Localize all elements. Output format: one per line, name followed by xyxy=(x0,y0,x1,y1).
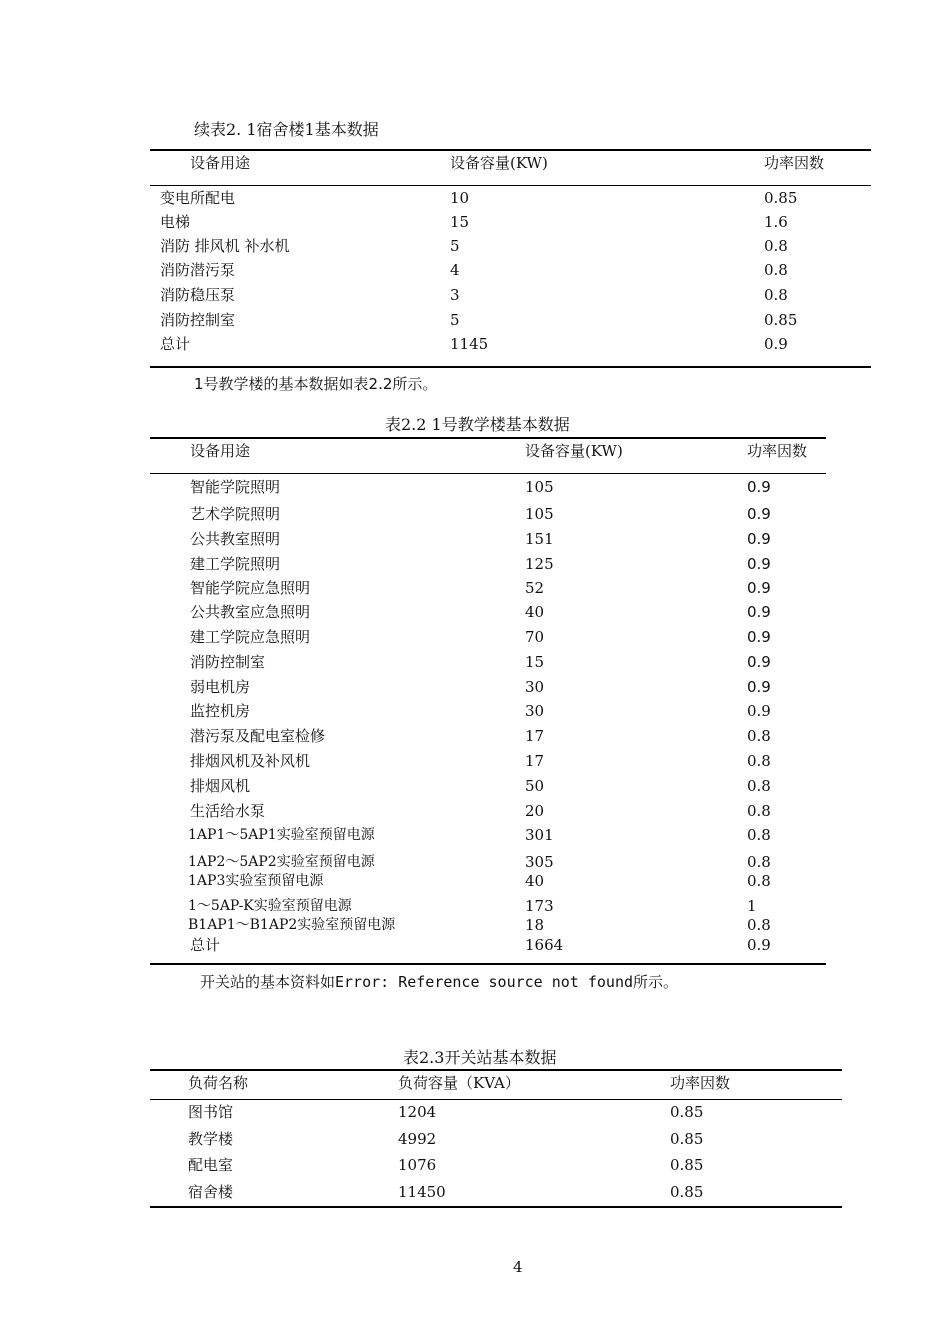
table-cell: 301 xyxy=(525,826,554,844)
table3-header-load-name: 负荷名称 xyxy=(188,1074,249,1092)
table-cell: 0.9 xyxy=(747,628,771,646)
table2-header-rule xyxy=(150,473,826,474)
table-cell: 1076 xyxy=(398,1156,437,1174)
table-cell: 消防控制室 xyxy=(190,653,266,671)
table-cell: 0.9 xyxy=(747,555,771,573)
table-cell: 0.8 xyxy=(747,872,771,890)
table-cell: 弱电机房 xyxy=(190,678,251,696)
table-cell: 1 xyxy=(747,897,757,915)
table-cell: 1AP3实验室预留电源 xyxy=(188,873,324,889)
table-cell: 105 xyxy=(525,505,554,523)
table-cell: 潜污泵及配电室检修 xyxy=(190,727,326,745)
table-cell: 0.9 xyxy=(747,478,771,496)
table-cell: 电梯 xyxy=(160,213,191,231)
table1-header-capacity: 设备容量(KW) xyxy=(450,154,548,172)
table-cell: 0.8 xyxy=(747,752,771,770)
table-cell: 排烟风机 xyxy=(190,777,251,795)
table-cell: 0.9 xyxy=(747,678,771,696)
table-cell: 0.9 xyxy=(747,579,771,597)
table-cell: 173 xyxy=(525,897,554,915)
table-cell: 艺术学院照明 xyxy=(190,505,281,523)
table-cell: 1204 xyxy=(398,1103,437,1121)
table3-bottom-rule xyxy=(150,1206,842,1208)
table-cell: 监控机房 xyxy=(190,702,251,720)
table3-top-rule xyxy=(150,1069,842,1071)
table1-header-rule xyxy=(150,185,871,186)
table-cell: 0.8 xyxy=(747,853,771,871)
table-cell: 4 xyxy=(450,261,460,279)
table-cell: 消防 排风机 补水机 xyxy=(160,237,290,255)
paragraph-table2-ref: 1号教学楼的基本数据如表2.2所示。 xyxy=(194,375,438,393)
table2-header-capacity: 设备容量(KW) xyxy=(525,442,623,460)
table-cell: 变电所配电 xyxy=(160,189,236,207)
table-cell: 0.85 xyxy=(764,311,798,329)
table-cell: 105 xyxy=(525,478,554,496)
table-cell: 0.9 xyxy=(747,603,771,621)
table-cell: 智能学院照明 xyxy=(190,478,281,496)
table-cell: 4992 xyxy=(398,1130,437,1148)
table-cell: 总计 xyxy=(160,335,191,353)
table-cell: 建工学院应急照明 xyxy=(190,628,311,646)
table-cell: 30 xyxy=(525,702,545,720)
table-cell: 0.8 xyxy=(764,286,788,304)
table-cell: 0.85 xyxy=(670,1183,704,1201)
table-cell: 消防潜污泵 xyxy=(160,261,236,279)
table2-top-rule xyxy=(150,437,826,439)
table1-caption: 续表2. 1宿舍楼1基本数据 xyxy=(194,120,379,139)
table-cell: 消防稳压泵 xyxy=(160,286,236,304)
table2-bottom-rule xyxy=(150,963,826,965)
table-cell: 1145 xyxy=(450,335,489,353)
table2-header-usage: 设备用途 xyxy=(190,442,251,460)
table-cell: 0.8 xyxy=(747,916,771,934)
table-cell: 305 xyxy=(525,853,554,871)
table-cell: 52 xyxy=(525,579,545,597)
table-cell: 1～5AP-K实验室预留电源 xyxy=(188,898,352,914)
table-cell: 125 xyxy=(525,555,554,573)
table3-header-load-capacity: 负荷容量（KVA） xyxy=(398,1074,520,1092)
table3-caption: 表2.3开关站基本数据 xyxy=(403,1048,557,1067)
table-cell: 0.9 xyxy=(747,936,771,954)
table-cell: 教学楼 xyxy=(188,1130,234,1148)
table-cell: 智能学院应急照明 xyxy=(190,579,311,597)
table1-top-rule xyxy=(150,149,871,151)
table-cell: 0.9 xyxy=(747,653,771,671)
table1-bottom-rule xyxy=(150,366,871,368)
table-cell: 10 xyxy=(450,189,470,207)
table-cell: 5 xyxy=(450,237,460,255)
table-cell: 0.8 xyxy=(747,727,771,745)
table-cell: 0.8 xyxy=(747,802,771,820)
table-cell: 3 xyxy=(450,286,460,304)
table-cell: 20 xyxy=(525,802,545,820)
table-cell: 1AP2～5AP2实验室预留电源 xyxy=(188,854,375,870)
table-cell: 17 xyxy=(525,752,545,770)
table-cell: 1AP1～5AP1实验室预留电源 xyxy=(188,827,375,843)
table-cell: 0.8 xyxy=(747,826,771,844)
table-cell: 宿舍楼 xyxy=(188,1183,234,1201)
table-cell: 排烟风机及补风机 xyxy=(190,752,311,770)
table-cell: 1664 xyxy=(525,936,564,954)
table3-header-pf: 功率因数 xyxy=(670,1074,731,1092)
table-cell: 0.8 xyxy=(747,777,771,795)
table-cell: 18 xyxy=(525,916,545,934)
table-cell: 0.9 xyxy=(747,505,771,523)
table-cell: 总计 xyxy=(190,936,221,954)
table-cell: 50 xyxy=(525,777,545,795)
table-cell: 0.9 xyxy=(747,702,771,720)
table1-header-usage: 设备用途 xyxy=(190,154,251,172)
table2-header-pf: 功率因数 xyxy=(747,442,808,460)
table1-header-pf: 功率因数 xyxy=(764,154,825,172)
table-cell: 消防控制室 xyxy=(160,311,236,329)
table-cell: 40 xyxy=(525,603,545,621)
table-cell: 5 xyxy=(450,311,460,329)
table-cell: 公共教室照明 xyxy=(190,530,281,548)
table-cell: 公共教室应急照明 xyxy=(190,603,311,621)
table-cell: 17 xyxy=(525,727,545,745)
table-cell: 15 xyxy=(525,653,545,671)
table-cell: 70 xyxy=(525,628,545,646)
table3-header-rule xyxy=(150,1099,842,1100)
table-cell: 15 xyxy=(450,213,470,231)
table-cell: 配电室 xyxy=(188,1156,234,1174)
table-cell: 0.85 xyxy=(670,1130,704,1148)
table-cell: 0.9 xyxy=(747,530,771,548)
table-cell: 0.85 xyxy=(670,1156,704,1174)
table-cell: 11450 xyxy=(398,1183,446,1201)
paragraph-table3-ref: 开关站的基本资料如Error: Reference source not found所示。 xyxy=(200,973,679,991)
table-cell: 0.8 xyxy=(764,261,788,279)
table-cell: 建工学院照明 xyxy=(190,555,281,573)
table-cell: 1.6 xyxy=(764,213,788,231)
table-cell: 0.85 xyxy=(764,189,798,207)
table-cell: 0.9 xyxy=(764,335,788,353)
table2-caption: 表2.2 1号教学楼基本数据 xyxy=(385,415,570,434)
table-cell: B1AP1～B1AP2实验室预留电源 xyxy=(188,917,396,933)
table-cell: 生活给水泵 xyxy=(190,802,266,820)
table-cell: 151 xyxy=(525,530,554,548)
table-cell: 0.85 xyxy=(670,1103,704,1121)
table-cell: 40 xyxy=(525,872,545,890)
table-cell: 图书馆 xyxy=(188,1103,234,1121)
table-cell: 0.8 xyxy=(764,237,788,255)
page-number: 4 xyxy=(513,1258,523,1276)
table-cell: 30 xyxy=(525,678,545,696)
